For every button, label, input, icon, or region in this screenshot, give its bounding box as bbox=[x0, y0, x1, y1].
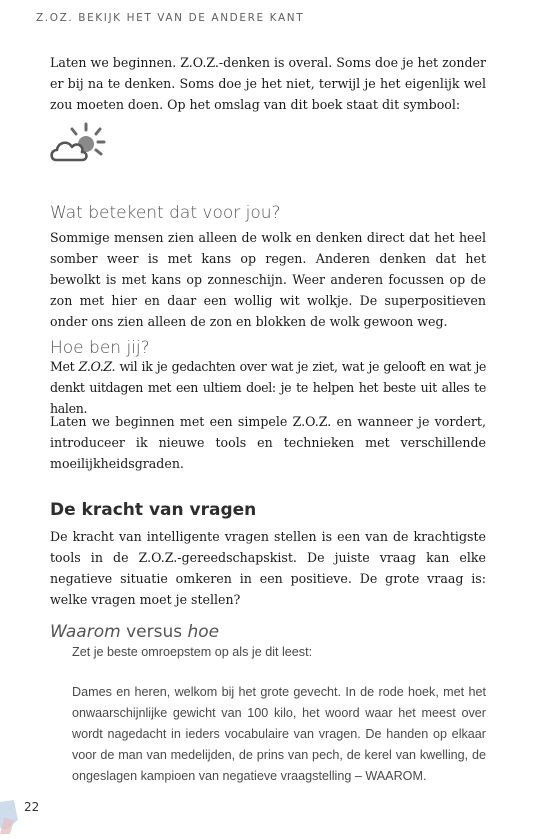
heading-hoe: hoe bbox=[187, 622, 220, 642]
running-header: Z.OZ. BEKIJK HET VAN DE ANDERE KANT bbox=[36, 12, 305, 24]
section-heading-waarom-versus-hoe bbox=[50, 622, 219, 642]
lead-line: Zet je beste omroepstem op als je dit leest: bbox=[72, 645, 313, 659]
section-heading-wat-betekent: Wat betekent dat voor jou? bbox=[50, 203, 281, 223]
intro-paragraph: Laten we beginnen. Z.O.Z.-denken is overal. Soms doe je het zonder er bij na te denken. Soms doe je het niet, terwijl je het eigenlijk wel zou moeten doen. Op het omslag van dit boek staat dit symbool: bbox=[50, 55, 486, 112]
section2-suffix: wil ik je gedachten over wat je ziet, wat je gelooft en wat je denkt uitdagen met een ultiem doel: je te helpen het beste uit alles te halen. bbox=[50, 359, 487, 416]
quote-paragraph: Dames en heren, welkom bij het grote gevecht. In de rode hoek, met het onwaarschijnlijke gewicht van 100 kilo, het woord waar het meest over wordt nagedacht in ieders vocabulaire van vragen. De handen op elkaar voor de man van medelijden, de prins van pech, de kerel van kwelling, de ongeslagen kampioen van negatieve vraagstelling – WAAROM. bbox=[72, 685, 486, 783]
section2-italic: Z.O.Z. bbox=[78, 359, 116, 374]
section1-paragraph: Sommige mensen zien alleen de wolk en denken direct dat het heel somber weer is met kans op regen. Anderen denken dat het bewolkt is met kans op zonneschijn. Weer anderen focussen op de zon met hier en daar een wollig wit wolkje. De superpositieven onder ons zien alleen de zon en blokken de wolk gewoon weg. bbox=[50, 230, 486, 329]
cloud-sun-icon bbox=[48, 120, 108, 170]
section-heading-hoe-ben-jij: Hoe ben jij? bbox=[50, 338, 150, 358]
section2-paragraph-2: Laten we beginnen met een simpele Z.O.Z. en wanneer je vordert, introduceer ik nieuwe tools en technieken met verschillende moeilijkheidsgraden. bbox=[50, 414, 486, 471]
heading-waarom: Waarom bbox=[50, 622, 121, 642]
heading-versus: versus bbox=[120, 622, 188, 642]
section3-paragraph: De kracht van intelligente vragen stellen is een van de krachtigste tools in de Z.O.Z.-gereedschapskist. De juiste vraag kan elke negatieve situatie omkeren in een positieve. De grote vraag is: welke vragen moet je stellen? bbox=[50, 529, 486, 607]
section-heading-kracht-van-vragen: De kracht van vragen bbox=[50, 500, 257, 520]
section2-prefix: Met bbox=[50, 359, 79, 374]
section2-paragraph bbox=[50, 356, 486, 419]
page-number: 22 bbox=[24, 800, 40, 814]
corner-mark-icon bbox=[0, 790, 40, 840]
